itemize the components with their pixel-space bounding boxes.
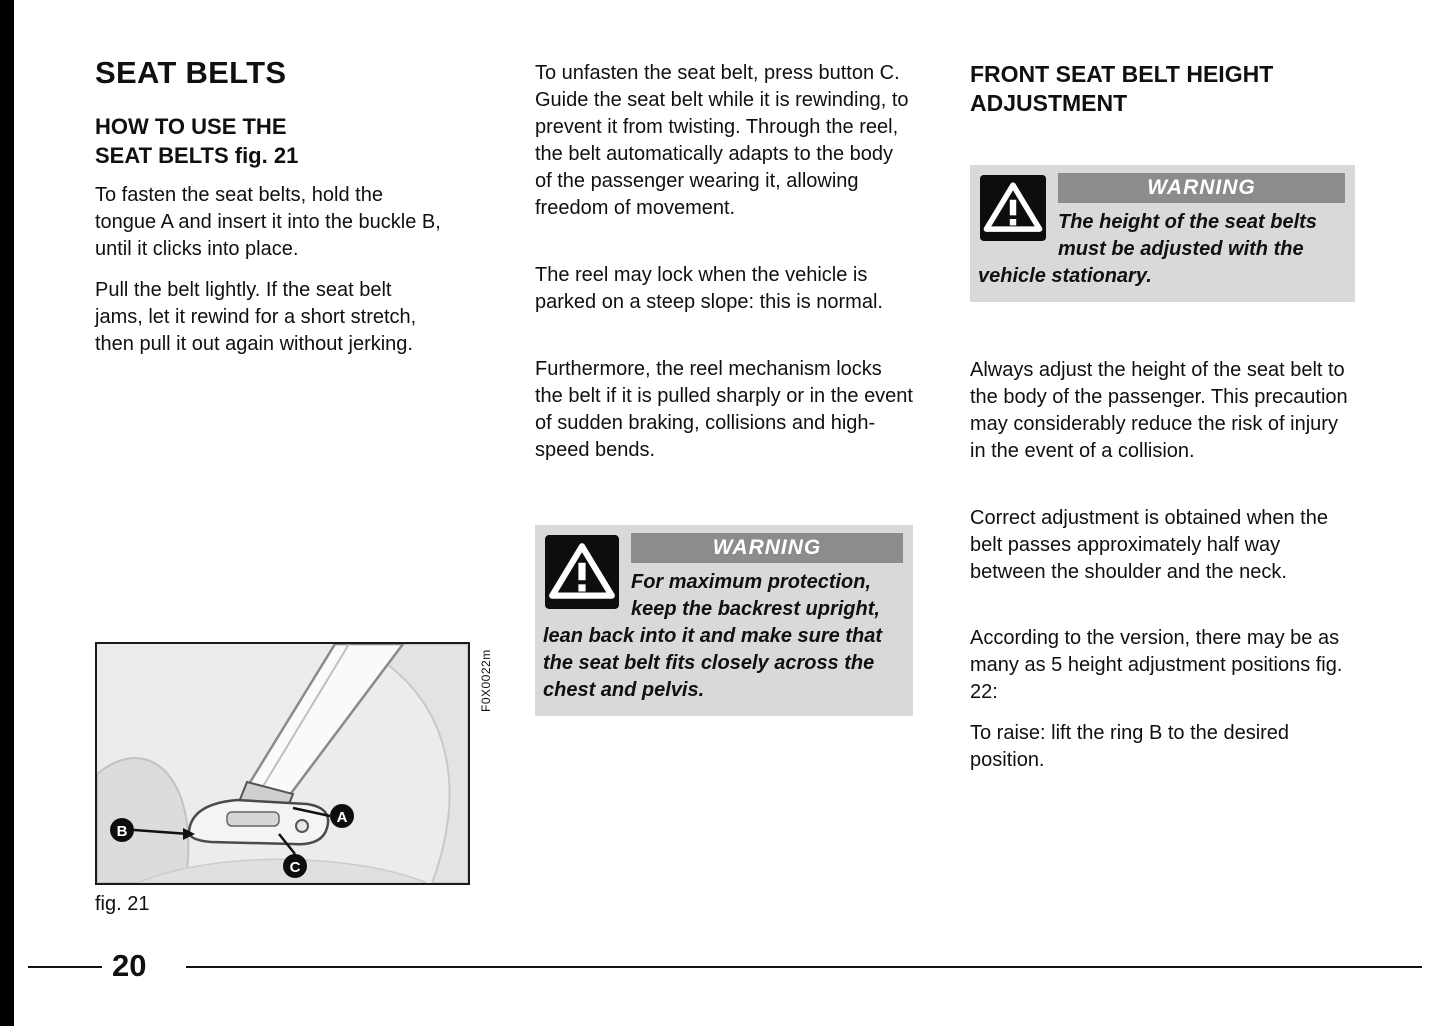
paragraph: According to the version, there may be as many as 5 height adjustment positions fig. 22: (970, 627, 1343, 703)
footer-rule-right (186, 966, 1422, 968)
warning-box-height-adjustment (970, 165, 1355, 302)
footer-rule-left (28, 966, 102, 968)
warning-text: The height of the seat belts must be adjusted with the vehicle stationary. (978, 211, 1317, 287)
warning-title: WARNING (631, 533, 903, 563)
page-number: 20 (112, 948, 147, 983)
paragraph: Furthermore, the reel mechanism locks the belt if it is pulled sharply or in the event of sudden braking, collisions and high-speed bends. (535, 358, 913, 461)
subheading-line2: SEAT BELTS fig. 21 (95, 143, 299, 168)
figure-21-image (95, 642, 470, 885)
figure-label-c (283, 854, 307, 878)
paragraph: Correct adjustment is obtained when the belt passes approximately half way between the shoulder and the neck. (970, 507, 1328, 583)
paragraph: Pull the belt lightly. If the seat belt jams, let it rewind for a short stretch, then pull it out again without jerking. (95, 279, 417, 355)
paragraph: To unfasten the seat belt, press button C. Guide the seat belt while it is rewinding, to prevent it from twisting. Through the reel, the belt automatically adapts to the body of the passenger wearing it, allowing freedom of movement. (535, 62, 909, 219)
section-heading: FRONT SEAT BELT HEIGHT ADJUSTMENT (970, 61, 1274, 116)
paragraph: Always adjust the height of the seat belt to the body of the passenger. This precaution may considerably reduce the risk of injury in the event of a collision. (970, 359, 1348, 462)
svg-text:B: B (116, 823, 128, 840)
paragraph: To raise: lift the ring B to the desired position. (970, 722, 1290, 771)
warning-title: WARNING (1058, 173, 1345, 203)
figure-caption: fig. 21 (95, 893, 150, 915)
seat-belt-buckle-illustration (97, 644, 468, 883)
svg-text:A: A (336, 809, 348, 826)
warning-triangle-icon (980, 175, 1046, 241)
warning-box-belt-position (535, 525, 913, 716)
warning-triangle-icon (545, 535, 619, 609)
figure-label-b (110, 818, 134, 842)
figure-label-a (330, 804, 354, 828)
page-title: SEAT BELTS (95, 55, 287, 90)
figure-reference-code: F0X0022m (479, 649, 493, 712)
left-edge-bar (0, 0, 14, 1026)
paragraph: To fasten the seat belts, hold the tongue A and insert it into the buckle B, until it clicks into place. (95, 184, 441, 260)
svg-text:C: C (289, 859, 301, 876)
section-subheading (95, 112, 455, 170)
warning-text: For maximum protection, keep the backrest upright, lean back into it and make sure that the seat belt fits closely across the chest and pelvis. (543, 571, 882, 701)
subheading-line1: HOW TO USE THE (95, 114, 287, 139)
paragraph: The reel may lock when the vehicle is parked on a steep slope: this is normal. (535, 264, 883, 313)
